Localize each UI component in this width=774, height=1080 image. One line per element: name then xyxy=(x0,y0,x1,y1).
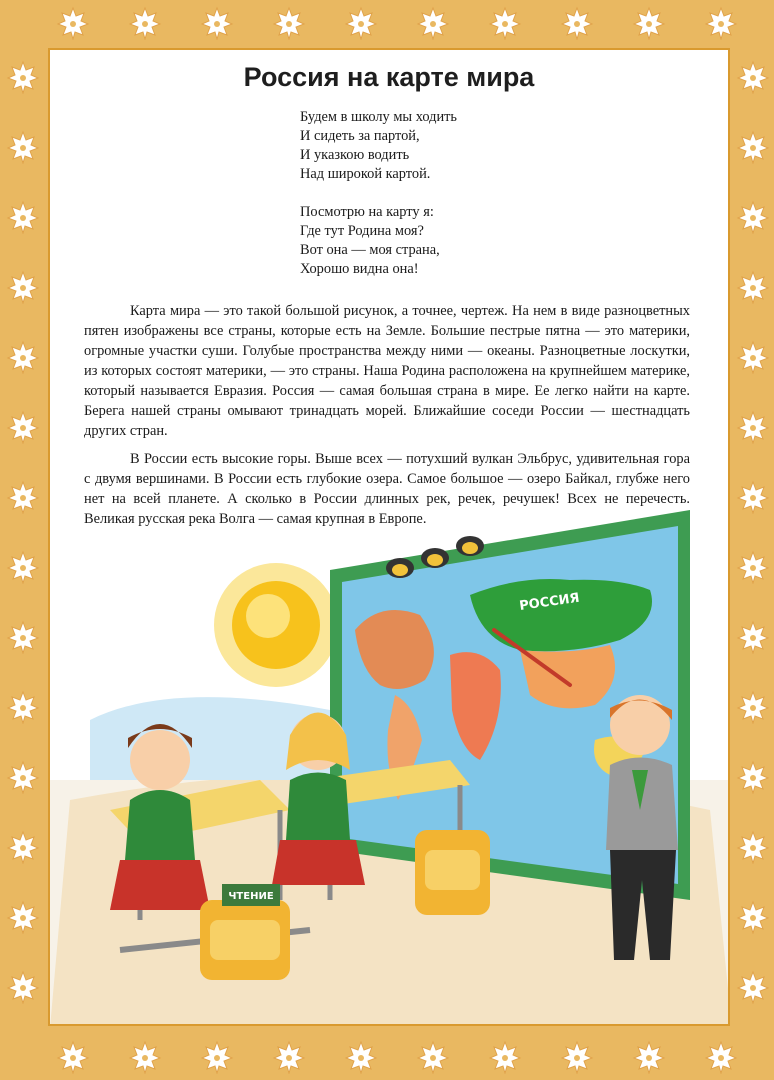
leaf-icon xyxy=(200,1040,234,1074)
leaf-icon xyxy=(128,1040,162,1074)
sun-icon xyxy=(214,563,338,687)
classroom-illustration xyxy=(50,480,730,1026)
poem xyxy=(300,108,457,279)
leaf-icon xyxy=(200,6,234,40)
leaf-icon xyxy=(6,550,40,584)
poem-line: Вот она — моя страна, xyxy=(300,242,440,258)
leaf-icon xyxy=(704,6,738,40)
page-sheet xyxy=(48,48,730,1026)
book-label: ЧТЕНИЕ xyxy=(228,891,274,902)
leaf-icon xyxy=(6,60,40,94)
leaf-icon xyxy=(736,200,770,234)
leaf-icon xyxy=(6,270,40,304)
leaf-icon xyxy=(416,1040,450,1074)
page-title: Россия на карте мира xyxy=(243,62,535,92)
leaf-icon xyxy=(128,6,162,40)
leaf-icon xyxy=(736,60,770,94)
leaf-icon xyxy=(344,1040,378,1074)
leaf-icon xyxy=(736,340,770,374)
leaf-icon xyxy=(272,6,306,40)
leaf-icon xyxy=(704,1040,738,1074)
leaf-icon xyxy=(736,900,770,934)
leaf-icon xyxy=(560,1040,594,1074)
leaf-icon xyxy=(736,130,770,164)
leaf-icon xyxy=(6,620,40,654)
leaf-icon xyxy=(736,480,770,514)
poem-line: Посмотрю на карту я: xyxy=(300,204,434,220)
leaf-icon xyxy=(736,550,770,584)
poem-line: Где тут Родина моя? xyxy=(300,223,424,239)
backpack-icon xyxy=(415,830,490,915)
poem-line: Будем в школу мы ходить xyxy=(300,109,457,125)
leaf-icon xyxy=(6,690,40,724)
backpack-icon xyxy=(200,900,290,980)
leaf-icon xyxy=(6,830,40,864)
leaf-icon xyxy=(488,1040,522,1074)
leaf-icon xyxy=(6,480,40,514)
leaf-icon xyxy=(272,1040,306,1074)
leaf-icon xyxy=(56,6,90,40)
leaf-icon xyxy=(6,900,40,934)
leaf-icon xyxy=(632,1040,666,1074)
leaf-icon xyxy=(6,200,40,234)
leaf-icon xyxy=(736,620,770,654)
paragraph: Карта мира — это такой большой рисунок, а точнее, чертеж. На нем в виде разноцветных пятен изображены все страны, которые есть на Земле. Большие пестрые пятна — это материки, огромные участки суши. Голубые пространства между ними — океаны. Разноцветные лоскутки, из которых состоят материки, — это страны. Наша Родина расположена на крупнейшем материке, который называется Евразия. Россия — самая большая страна в мире. Ее легко найти на карте. Берега нашей страны омывают тринадцать морей. Ближайшие соседи России — шестнадцать других стран. xyxy=(84,303,690,439)
leaf-icon xyxy=(6,340,40,374)
poem-line: Над широкой картой. xyxy=(300,166,431,182)
leaf-icon xyxy=(736,830,770,864)
leaf-icon xyxy=(6,760,40,794)
leaf-icon xyxy=(632,6,666,40)
poem-line: И сидеть за партой, xyxy=(300,128,420,144)
leaf-icon xyxy=(560,6,594,40)
paragraph: В России есть высокие горы. Выше всех — потухший вулкан Эльбрус, удивительная гора с двумя вершинами. В России есть глубокие озера. Самое большое — озеро Байкал, глубже него нет на всей планете. А сколько в России длинных рек, речек, речушек! Всех не перечесть. Великая русская река Волга — самая крупная в Европе. xyxy=(84,451,690,527)
leaf-icon xyxy=(6,130,40,164)
leaf-icon xyxy=(56,1040,90,1074)
map-label: РОССИЯ xyxy=(518,590,581,614)
leaf-icon xyxy=(6,410,40,444)
poem-line: Хорошо видна она! xyxy=(300,261,419,277)
poem-line: И указкою водить xyxy=(300,147,410,163)
leaf-icon xyxy=(736,690,770,724)
leaf-icon xyxy=(736,970,770,1004)
leaf-icon xyxy=(736,410,770,444)
leaf-icon xyxy=(6,970,40,1004)
leaf-icon xyxy=(416,6,450,40)
leaf-icon xyxy=(736,270,770,304)
book-icon xyxy=(222,884,280,906)
leaf-icon xyxy=(736,760,770,794)
leaf-icon xyxy=(488,6,522,40)
leaf-icon xyxy=(344,6,378,40)
